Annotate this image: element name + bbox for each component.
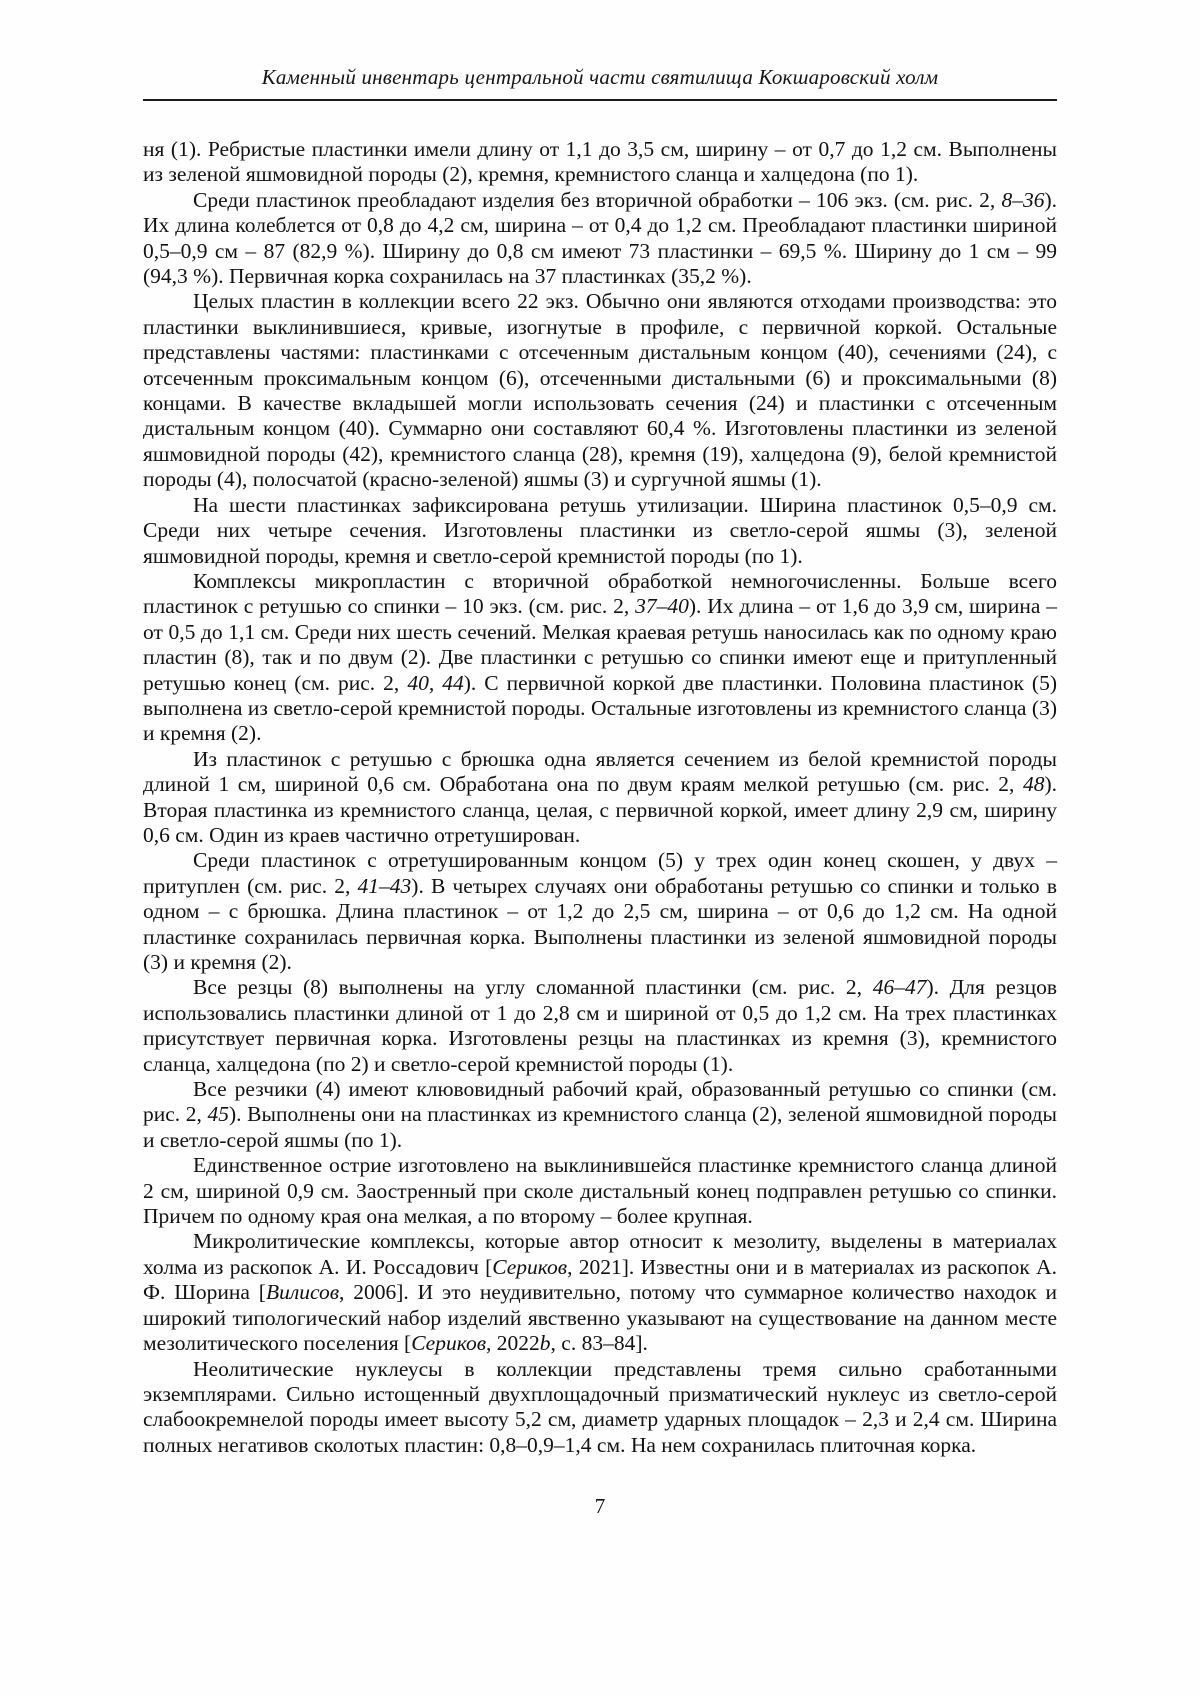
text-segment: Среди пластинок преобладают изделия без вторичной обработки – 106 экз. (см. рис. 2, — [193, 187, 1002, 212]
paragraph — [143, 1229, 1057, 1356]
page-footer — [143, 1494, 1057, 1519]
text-segment-italic: Вилисов — [265, 1280, 340, 1305]
paragraph — [143, 1077, 1057, 1153]
text-segment-italic: 40, 44 — [407, 670, 464, 695]
paragraph — [143, 188, 1057, 290]
text-segment: , 2006]. И это неудивительно, потому что суммарное количество находок и широкий типологический набор изделий явственно указывают на существование на данном месте мезолитического поселения [ — [143, 1280, 1057, 1356]
text-segment-italic: 46–47 — [872, 975, 927, 1000]
text-segment: Из пластинок с ретушью с брюшка одна является сечением из белой кремнистой породы длиной 1 см, шириной 0,6 см. Обработана она по двум краям мелкой ретушью (см. рис. 2, — [143, 746, 1057, 797]
header-rule — [143, 99, 1057, 101]
text-segment: ). С первичной коркой две пластинки. Половина пластинок (5) выполнена из светло-серой кремнистой породы. Остальные изготовлены из кремнистого сланца (3) и кремня (2). — [143, 670, 1058, 746]
text-segment: ). Вторая пластинка из кремнистого сланца, целая, с первичной коркой, имеет длину 2,9 см, ширину 0,6 см. Один из краев частично отретуширован. — [143, 772, 1057, 847]
text-segment: , 2022 — [486, 1331, 540, 1356]
text-segment-italic: 37–40 — [635, 594, 689, 619]
text-segment: ня (1). Ребристые пластинки имели длину от 1,1 до 3,5 см, ширину – от 0,7 до 1,2 см. Выполнены из зеленой яшмовидной породы (2), кремня, кремнистого сланца и халцедона (по 1). — [143, 137, 1057, 187]
paragraph — [143, 848, 1057, 975]
paragraph — [143, 975, 1057, 1077]
text-segment-italic: 8–36 — [1001, 187, 1045, 212]
text-segment-italic: Сериков — [411, 1331, 487, 1356]
text-segment: Все резчики (4) имеют клювовидный рабочий край, образованный ретушью со спинки (см. рис. 2, — [143, 1077, 1057, 1127]
paragraph — [143, 569, 1057, 747]
text-segment-italic: 41–43 — [357, 873, 412, 898]
text-segment: Неолитические нуклеусы в коллекции представлены тремя сильно сработанными экземплярами. Сильно истощенный двухплощадочный призматический нуклеус из светло-серой слабоокремнелой породы имеет высоту 5,2 см, диаметр ударных площадок – 2,3 и 2,4 см. Ширина полных негативов сколотых пластин: 0,8–0,9–1,4 см. На нем сохранилась плиточная корка. — [143, 1356, 1057, 1457]
text-segment: , с. 83–84]. — [550, 1331, 648, 1356]
page-number: 7 — [594, 1494, 606, 1518]
paragraph — [143, 747, 1057, 849]
text-segment: Все резцы (8) выполнены на углу сломанной пластинки (см. рис. 2, — [193, 975, 873, 1000]
text-segment: Среди пластинок с отретушированным концом (5) у трех один конец скошен, у двух – притуплен (см. рис. 2, — [143, 848, 1057, 898]
text-segment-italic: 48 — [1022, 772, 1045, 797]
text-segment: Комплексы микропластин с вторичной обработкой немногочисленны. Больше всего пластинок с ретушью со спинки – 10 экз. (см. рис. 2, — [143, 568, 1057, 619]
paragraph — [143, 137, 1057, 188]
paragraph — [143, 289, 1057, 492]
text-segment-italic: Сериков — [492, 1254, 568, 1279]
text-segment-italic: b — [539, 1331, 551, 1356]
text-segment: Микролитические комплексы, которые автор относит к мезолиту, выделены в материалах холма из раскопок А. И. Россадович [ — [143, 1229, 1057, 1279]
paragraph — [143, 493, 1057, 569]
text-segment: ). Для резцов использовались пластинки длиной от 1 до 2,8 см и шириной от 0,5 до 1,2 см. На трех пластинках присутствует первичная корка. Изготовлены резцы на пластинках из кремня (3), кремнистого сланца, халцедона (по 2) и светло-серой кремнистой породы (1). — [143, 975, 1057, 1076]
text-segment: ). Их длина колеблется от 0,8 до 4,2 см, ширина – от 0,4 до 1,2 см. Преобладают пластинки шириной 0,5–0,9 см – 87 (82,9 %). Ширину до 0,8 см имеют 73 пластинки – 69,5 %. Ширину до 1 см – 99 (94,3 %). Первичная корка сохранилась на 37 пластинках (35,2 %). — [143, 187, 1057, 289]
text-segment: На шести пластинках зафиксирована ретушь утилизации. Ширина пластинок 0,5–0,9 см. Среди них четыре сечения. Изготовлены пластинки из светло-серой яшмы (3), зеленой яшмовидной породы, кремня и светло-серой кремнистой породы (по 1). — [143, 492, 1057, 568]
text-segment: ). Их длина – от 1,6 до 3,9 см, ширина – от 0,5 до 1,1 см. Среди них шесть сечений. Мелкая краевая ретушь наносилась как по одному краю пластин (8), так и по двум (2). Две пластинки с ретушью со спинки имеют еще и притупленный ретушью конец (см. рис. 2, — [143, 594, 1057, 695]
paragraph — [143, 1153, 1057, 1229]
text-segment-italic: 45 — [207, 1102, 230, 1127]
text-segment: ). Выполнены они на пластинках из кремнистого сланца (2), зеленой яшмовидной породы и светло-серой яшмы (по 1). — [143, 1102, 1057, 1152]
paragraph — [143, 1357, 1057, 1459]
text-segment: Целых пластин в коллекции всего 22 экз. Обычно они являются отходами производства: это пластинки выклинившиеся, кривые, изогнутые в профиле, с первичной коркой. Остальные представлены частями: пластинками с отсеченным дистальным концом (40), сечениями (24), с отсеченным проксимальным концом (6), отсеченными дистальными (6) и проксимальными (8) концами. В качестве вкладышей могли использовать сечения (24) и пластинки с отсеченным дистальным концом (40). Суммарно они составляют 60,4 %. Изготовлены пластинки из зеленой яшмовидной породы (42), кремнистого сланца (28), кремня (19), халцедона (9), белой кремнистой породы (4), полосчатой (красно-зеленой) яшмы (3) и сургучной яшмы (1). — [143, 289, 1057, 492]
text-segment: , 2021]. Известны они и в материалах из раскопок А. Ф. Шорина [ — [143, 1254, 1057, 1305]
text-segment: ). В четырех случаях они обработаны ретушью со спинки и только в одном – с брюшка. Длина пластинок – от 1,2 до 2,5 см, ширина – от 0,6 до 1,2 см. На одной пластинке сохранилась первичная корка. Выполнены пластинки из зеленой яшмовидной породы (3) и кремня (2). — [143, 873, 1058, 974]
text-segment: Единственное острие изготовлено на выклинившейся пластинке кремнистого сланца длиной 2 см, шириной 0,9 см. Заостренный при сколе дистальный конец подправлен ретушью со спинки. Причем по одному края она мелкая, а по второму – более крупная. — [143, 1153, 1057, 1229]
running-head — [143, 64, 1057, 101]
running-head-title: Каменный инвентарь центральной части святилища Кокшаровский холм — [261, 65, 939, 89]
document-body — [143, 137, 1057, 1458]
